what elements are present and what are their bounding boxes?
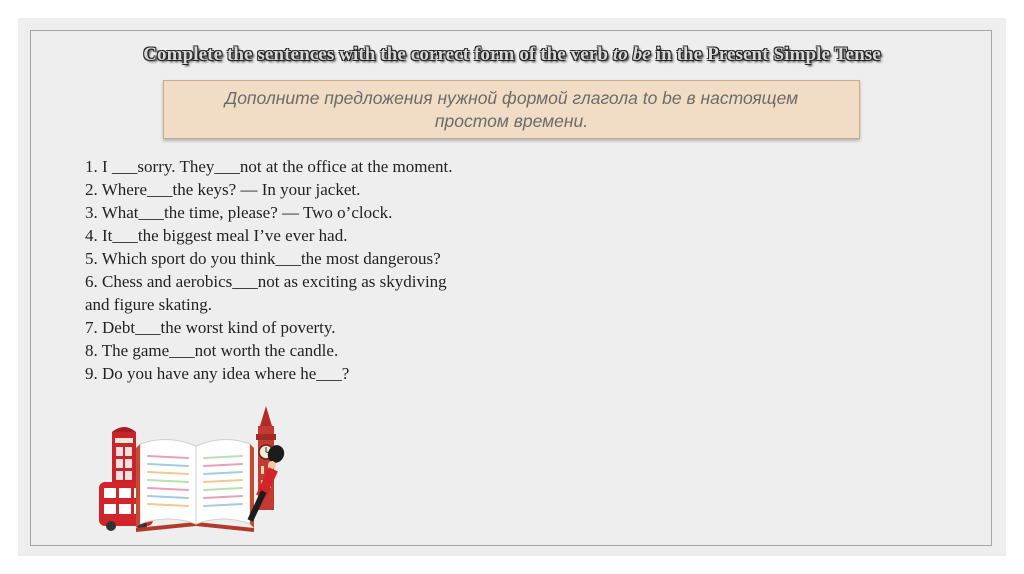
sentence-item: 1. I ___sorry. They___not at the office at the moment. [85, 157, 453, 176]
sentence-item: 9. Do you have any idea where he___? [85, 364, 350, 383]
sentence-item: and figure skating. [85, 295, 212, 314]
translation-text: Дополните предложения нужной формой глагола to be в настоящем простом времени. [224, 87, 799, 131]
sentence-list [85, 155, 525, 385]
sentence-item: 6. Chess and aerobics___not as exciting as skydiving [85, 272, 447, 291]
sentence-item: 8. The game___not worth the candle. [85, 341, 339, 360]
sentence-item: 2. Where___the keys? — In your jacket. [85, 180, 361, 199]
sentence-item: 4. It___the biggest meal I’ve ever had. [85, 226, 348, 245]
title-text-after: in the Present Simple Tense [650, 44, 881, 65]
sentence-item: 5. Which sport do you think___the most dangerous? [85, 249, 441, 268]
sentence-item: 7. Debt___the worst kind of poverty. [85, 318, 336, 337]
translation-box [163, 80, 860, 139]
london-book-illustration [96, 404, 296, 534]
slide-title [0, 44, 1024, 66]
open-book-icon [136, 439, 254, 532]
title-text-before: Complete the sentences with the correct form of the verb [143, 44, 613, 65]
sentence-item: 3. What___the time, please? — Two o’clock. [85, 203, 393, 222]
title-verb: to be [612, 44, 651, 65]
